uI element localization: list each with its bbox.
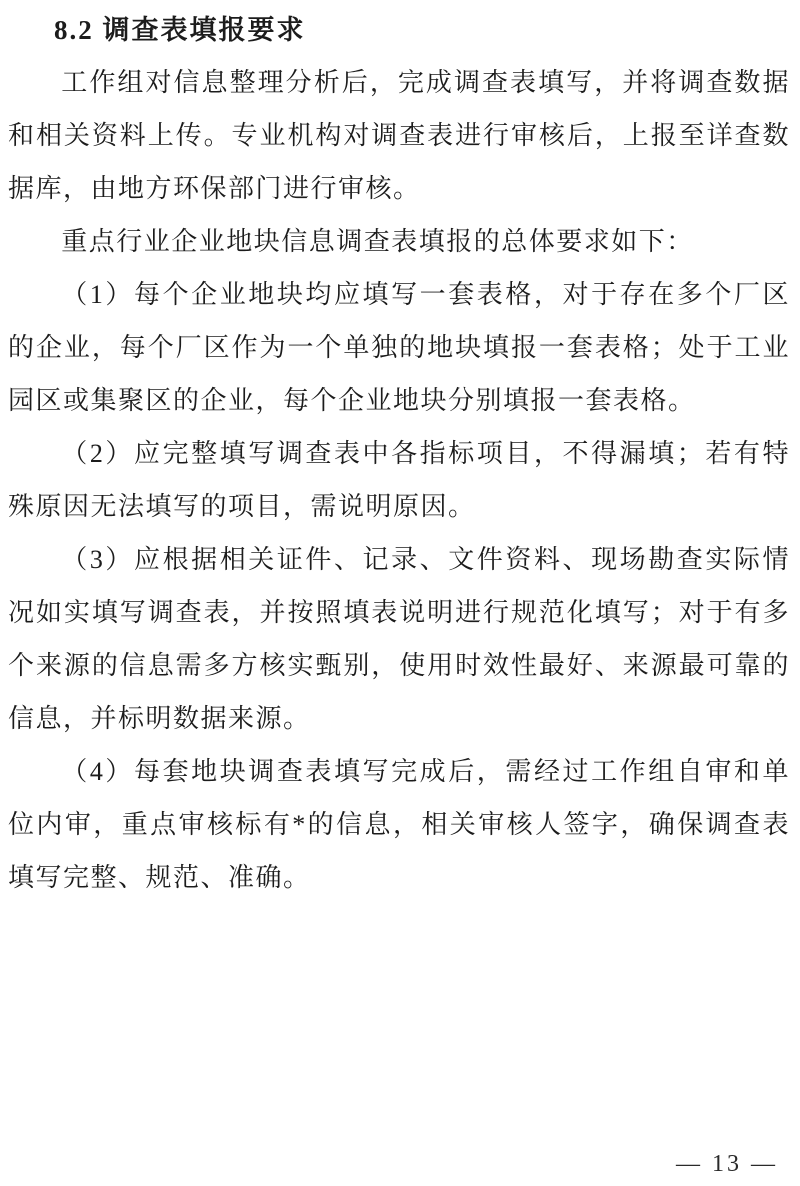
section-heading: 8.2 调查表填报要求 [54,15,306,45]
body-paragraph: （2）应完整填写调查表中各指标项目，不得漏填；若有特殊原因无法填写的项目，需说明原因。 [8,439,790,521]
body-paragraph: （3）应根据相关证件、记录、文件资料、现场勘查实际情况如实填写调查表，并按照填表说明进行规范化填写；对于有多个来源的信息需多方核实甄别，使用时效性最好、来源最可靠的信息，并标明数据来源。 [8,545,790,733]
body-paragraph: （1）每个企业地块均应填写一套表格，对于存在多个厂区的企业，每个厂区作为一个单独的地块填报一套表格；处于工业园区或集聚区的企业，每个企业地块分别填报一套表格。 [8,280,790,415]
body-paragraph: （4）每套地块调查表填写完成后，需经过工作组自审和单位内审，重点审核标有*的信息，相关审核人签字，确保调查表填写完整、规范、准确。 [8,757,790,892]
body-paragraph: 工作组对信息整理分析后，完成调查表填写，并将调查数据和相关资料上传。专业机构对调查表进行审核后，上报至详查数据库，由地方环保部门进行审核。 [8,68,790,203]
page-number: — 13 — [676,1151,778,1177]
body-paragraph: 重点行业企业地块信息调查表填报的总体要求如下： [61,227,694,256]
